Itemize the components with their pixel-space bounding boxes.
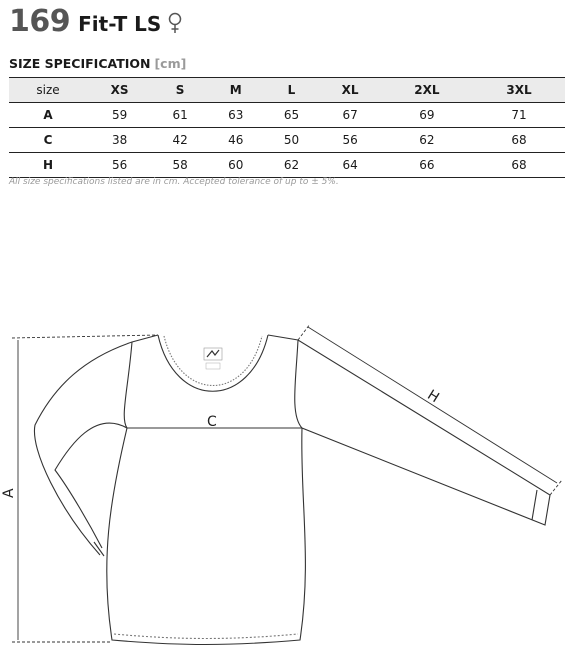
model-name: Fit-T LS: [78, 12, 162, 36]
table-cell: 68: [511, 158, 527, 172]
table-cell: 42: [172, 133, 188, 147]
size-header: S: [175, 83, 185, 97]
table-cell: 65: [283, 108, 300, 122]
table-cell: 67: [342, 108, 358, 122]
size-spec-unit: [cm]: [154, 56, 187, 71]
size-column-header: size: [36, 83, 60, 97]
table-cell: 56: [111, 158, 128, 172]
tolerance-note: All size specifications listed are in cm. Accepted tolerance of up to ± 5%.: [9, 177, 339, 187]
size-header: 2XL: [414, 83, 440, 97]
table-cell: 64: [342, 158, 358, 172]
brand-logo-icon: [204, 348, 222, 369]
dimension-a: [12, 335, 158, 642]
table-row: [9, 153, 565, 178]
table-cell: 58: [172, 158, 188, 172]
row-label: C: [43, 133, 53, 147]
table-cell: 46: [228, 133, 244, 147]
table-cell: 63: [228, 108, 244, 122]
table-row: [9, 128, 565, 153]
size-spec-title-text: SIZE SPECIFICATION: [9, 56, 151, 71]
table-cell: 56: [342, 133, 358, 147]
female-symbol-icon: [167, 12, 183, 34]
table-header-row: [9, 78, 565, 103]
table-cell: 66: [419, 158, 435, 172]
model-number: 169: [9, 4, 71, 39]
size-header: XL: [341, 83, 359, 97]
table-row: [9, 103, 565, 128]
dimension-a-label: A: [1, 488, 17, 498]
garment-diagram: [0, 300, 576, 659]
dimension-c-label: C: [207, 414, 217, 430]
size-header: L: [287, 83, 296, 97]
table-cell: 62: [419, 133, 435, 147]
table-cell: 69: [419, 108, 435, 122]
shirt-outline: [34, 335, 550, 645]
size-spec-title: [9, 56, 186, 71]
table-cell: 68: [511, 133, 527, 147]
dimension-h-label: H: [424, 387, 442, 407]
size-header: 3XL: [506, 83, 532, 97]
row-label: A: [43, 108, 53, 122]
row-label: H: [42, 158, 54, 172]
table-cell: 71: [511, 108, 527, 122]
table-cell: 62: [283, 158, 300, 172]
table-cell: 59: [111, 108, 128, 122]
size-spec-table: [9, 77, 565, 178]
table-cell: 38: [111, 133, 128, 147]
size-header: XS: [110, 83, 129, 97]
table-cell: 50: [283, 133, 300, 147]
dimension-h: [298, 324, 562, 495]
product-header: [9, 4, 183, 42]
size-header: M: [229, 83, 242, 97]
table-cell: 60: [228, 158, 244, 172]
table-cell: 61: [172, 108, 188, 122]
